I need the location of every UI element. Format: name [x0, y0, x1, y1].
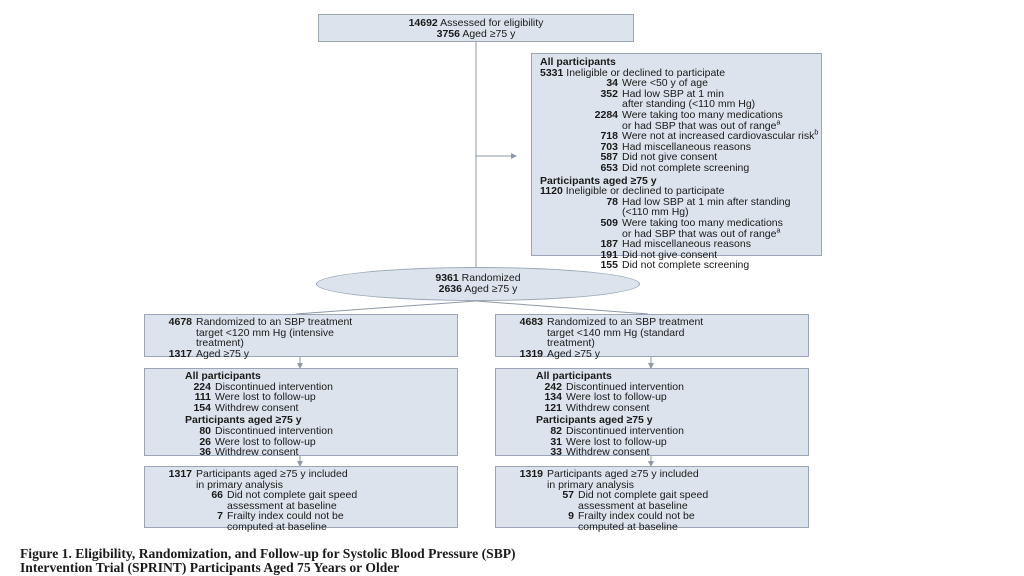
- follow-item: [185, 403, 457, 414]
- analysis-text: in primary analysis: [196, 478, 283, 491]
- caption-line-2: Intervention Trial (SPRINT) Participants Aged 75 Years or Older: [20, 560, 400, 575]
- footnote-marker: a: [776, 119, 781, 127]
- caption-line-1: Figure 1. Eligibility, Randomization, and Follow-up for Systolic Blood Pressure (SBP): [20, 546, 516, 561]
- analysis-item-count: 66: [211, 489, 223, 502]
- excluded-aged-heading: Participants aged ≥75 y: [540, 174, 657, 187]
- standard-analysis-box: [495, 466, 809, 533]
- arm-aged-count: 1317: [168, 347, 192, 360]
- excluded-all-total-label: Ineligible or declined to participate: [566, 66, 726, 79]
- reason-count: 155: [600, 259, 618, 272]
- assessed-box: [318, 14, 634, 42]
- analysis-item-count: 57: [562, 489, 574, 502]
- follow-count: 121: [544, 401, 562, 414]
- reason-text: Had low SBP at 1 min: [622, 87, 724, 100]
- follow-count: 80: [199, 424, 211, 437]
- reason-text: Had miscellaneous reasons: [622, 238, 751, 251]
- arm-count: 4678: [168, 316, 192, 328]
- follow-label: Were lost to follow-up: [566, 391, 667, 404]
- analysis-text: Participants aged ≥75 y included: [547, 468, 699, 480]
- excluded-all-total-count: 5331: [540, 66, 564, 79]
- excluded-box: [531, 53, 822, 272]
- analysis-item-text: computed at baseline: [578, 520, 678, 533]
- reason-count: 34: [606, 77, 618, 90]
- follow-count: 82: [550, 424, 562, 437]
- follow-aged-heading: Participants aged ≥75 y: [536, 414, 653, 427]
- follow-item: [536, 447, 808, 458]
- follow-count: 26: [199, 435, 211, 448]
- reason-count: 587: [600, 151, 618, 164]
- follow-count: 31: [550, 435, 562, 448]
- reason-line: [540, 260, 821, 271]
- analysis-item-count: 9: [568, 510, 574, 523]
- assessed-count: 14692: [408, 17, 438, 29]
- excluded-aged-total-count: 1120: [540, 185, 563, 198]
- analysis-item-text: Did not complete gait speed: [227, 489, 358, 502]
- arm-text: target <140 mm Hg (standard: [547, 326, 685, 339]
- analysis-item-text: assessment at baseline: [578, 499, 688, 512]
- follow-label: Withdrew consent: [215, 401, 299, 414]
- footnote-marker: b: [814, 129, 819, 137]
- randomized-label: Randomized: [461, 272, 521, 284]
- reason-text: Did not complete screening: [622, 161, 750, 174]
- randomized-aged-label: Aged ≥75 y: [464, 283, 518, 295]
- analysis-item-text: assessment at baseline: [227, 499, 337, 512]
- excluded-aged-total-label: Ineligible or declined to participate: [565, 185, 725, 198]
- follow-item: [536, 403, 808, 414]
- reason-count: 703: [600, 140, 618, 153]
- follow-item: [185, 447, 457, 458]
- arm-aged-count: 1319: [519, 347, 543, 360]
- analysis-item-line: [502, 522, 808, 533]
- arm-count: 4683: [519, 316, 543, 328]
- assessed-aged-label: Aged ≥75 y: [462, 27, 516, 40]
- figure-caption: [20, 547, 1010, 575]
- randomized-aged-line: [317, 284, 639, 295]
- reason-line: [540, 163, 821, 174]
- follow-label: Withdrew consent: [566, 401, 650, 414]
- footnote-marker: a: [776, 227, 781, 234]
- intensive-follow-up-box: [144, 368, 458, 459]
- reason-text: Had miscellaneous reasons: [622, 140, 751, 153]
- reason-text: Had low SBP at 1 min after standing: [622, 195, 791, 208]
- reason-text: (<110 mm Hg): [622, 206, 689, 219]
- standard-follow-up-box: [495, 368, 809, 459]
- follow-count: 36: [199, 446, 211, 459]
- reason-text: or had SBP that was out of range: [622, 119, 777, 132]
- analysis-count: 1317: [168, 468, 192, 480]
- follow-count: 111: [194, 391, 211, 404]
- reason-text: Were taking too many medications: [622, 216, 783, 229]
- reason-text: Were <50 y of age: [622, 77, 708, 90]
- follow-label: Were lost to follow-up: [215, 391, 316, 404]
- follow-label: Were lost to follow-up: [215, 435, 316, 448]
- arm-aged-line: [502, 349, 808, 360]
- follow-all-heading: All participants: [185, 370, 261, 382]
- reason-text: or had SBP that was out of range: [622, 227, 777, 240]
- arm-text: target <120 mm Hg (intensive: [196, 326, 335, 339]
- arm-text: Randomized to an SBP treatment: [547, 316, 704, 328]
- analysis-item-text: computed at baseline: [227, 520, 327, 533]
- reason-count: 191: [600, 248, 618, 261]
- analysis-item-line: [151, 522, 457, 533]
- follow-count: 154: [193, 401, 211, 414]
- analysis-item-text: Frailty index could not be: [227, 510, 344, 523]
- intensive-arm-box: [144, 314, 458, 360]
- follow-label: Discontinued intervention: [566, 380, 684, 393]
- reason-count: 352: [600, 87, 618, 100]
- arm-text: Randomized to an SBP treatment: [196, 316, 353, 328]
- assessed-aged-count: 3756: [436, 27, 460, 40]
- reason-text: Did not give consent: [622, 248, 718, 261]
- follow-aged-heading: Participants aged ≥75 y: [185, 414, 302, 427]
- analysis-item-count: 7: [217, 510, 223, 523]
- reason-text: Were taking too many medications: [622, 108, 783, 121]
- reason-text: Did not give consent: [622, 151, 718, 164]
- analysis-item-text: Did not complete gait speed: [578, 489, 709, 502]
- assessed-aged-line: [319, 29, 633, 40]
- follow-label: Withdrew consent: [215, 446, 299, 459]
- reason-count: 718: [600, 130, 618, 143]
- follow-count: 134: [544, 391, 562, 404]
- analysis-text: Participants aged ≥75 y included: [196, 468, 348, 480]
- connector-randomized-to-left-arm: [296, 301, 476, 314]
- analysis-item-text: Frailty index could not be: [578, 510, 695, 523]
- assessed-label: Assessed for eligibility: [440, 17, 544, 29]
- standard-arm-box: [495, 314, 809, 360]
- reason-text: Did not complete screening: [622, 259, 750, 272]
- follow-count: 224: [193, 380, 211, 393]
- follow-label: Discontinued intervention: [215, 380, 333, 393]
- arm-text: treatment): [547, 337, 595, 350]
- follow-count: 33: [550, 446, 562, 459]
- reason-count: 2284: [594, 108, 618, 121]
- reason-count: 509: [600, 216, 618, 229]
- reason-text: Were not at increased cardiovascular risk: [622, 130, 815, 143]
- analysis-text: in primary analysis: [547, 478, 634, 491]
- reason-count: 187: [600, 238, 618, 251]
- arm-aged-line: [151, 349, 457, 360]
- reason-count: 653: [600, 161, 618, 174]
- follow-count: 242: [544, 380, 562, 393]
- excluded-aged-reasons: [540, 197, 821, 271]
- intensive-analysis-box: [144, 466, 458, 533]
- arm-text: treatment): [196, 337, 244, 350]
- arm-aged-label: Aged ≥75 y: [547, 347, 601, 360]
- follow-label: Withdrew consent: [566, 446, 650, 459]
- randomized-count: 9361: [435, 272, 459, 284]
- follow-label: Discontinued intervention: [566, 424, 684, 437]
- reason-text: after standing (<110 mm Hg): [622, 98, 756, 111]
- connector-randomized-to-right-arm: [476, 301, 648, 314]
- follow-label: Were lost to follow-up: [566, 435, 667, 448]
- follow-label: Discontinued intervention: [215, 424, 333, 437]
- randomized-ellipse: [316, 267, 640, 301]
- reason-count: 78: [606, 195, 618, 208]
- follow-all-heading: All participants: [536, 370, 612, 382]
- excluded-all-heading: All participants: [540, 56, 616, 68]
- randomized-aged-count: 2636: [438, 283, 462, 295]
- excluded-all-reasons: [540, 78, 821, 173]
- arm-aged-label: Aged ≥75 y: [196, 347, 250, 360]
- analysis-count: 1319: [519, 468, 543, 480]
